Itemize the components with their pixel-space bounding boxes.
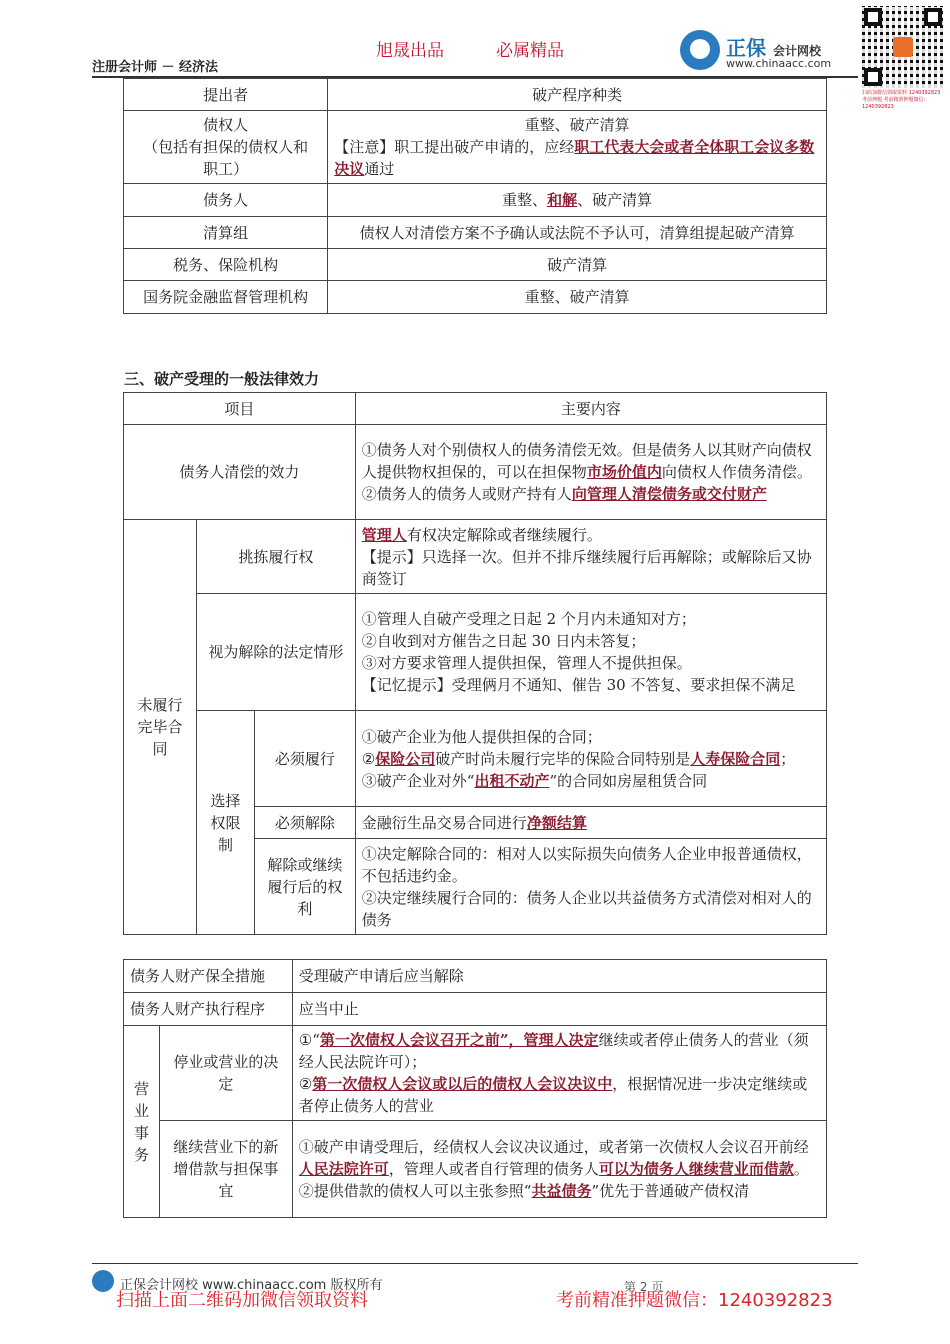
- label-debtor-settlement: 债务人清偿的效力: [124, 425, 356, 520]
- qr-caption: 扫码加微信领取资料 1240392823 考前押题 考前精准押题微信：1240392823: [862, 90, 941, 110]
- slogan-left: 旭晟出品: [376, 41, 444, 61]
- label-execution: 债务人财产执行程序: [124, 993, 293, 1026]
- label-preservation: 债务人财产保全措施: [124, 960, 293, 993]
- label-stop-or-continue: 停业或营业的决定: [159, 1026, 292, 1121]
- value-preservation: 受理破产申请后应当解除: [292, 960, 826, 993]
- label-choice-limits: 选择权限制: [196, 711, 254, 935]
- logo-icon: [680, 30, 720, 70]
- filer-liquidation-group: 清算组: [124, 217, 328, 249]
- procedure-financial-regulator: 重整、破产清算: [328, 281, 827, 314]
- slogan-right: 必属精品: [496, 41, 564, 61]
- header-filer: 提出者: [124, 79, 328, 111]
- section-title: 三、破产受理的一般法律效力: [124, 370, 320, 388]
- value-execution: 应当中止: [292, 993, 826, 1026]
- footer-divider: [92, 1263, 858, 1264]
- procedure-liquidation-group: 债权人对清偿方案不予确认或法院不予认可，清算组提起破产清算: [328, 217, 827, 249]
- label-unfinished-contracts: 未履行完毕合同: [124, 520, 197, 935]
- qr-code-icon: [862, 6, 944, 88]
- label-new-loans: 继续营业下的新增借款与担保事宜: [159, 1121, 292, 1218]
- procedure-tax-insurance: 破产清算: [328, 249, 827, 281]
- label-deemed-cancel: 视为解除的法定情形: [196, 594, 355, 711]
- content-deemed-cancel: ①管理人自破产受理之日起 2 个月内未通知对方； ②自收到对方催告之日起 30 日内未答复； ③对方要求管理人提供担保，管理人不提供担保。 【记忆提示】受理俩月不通知、催告 30 不答复、要求担保不满足: [355, 594, 826, 711]
- debtor-property-table: [123, 959, 827, 1218]
- label-must-perform: 必须履行: [254, 711, 355, 807]
- filer-table: [123, 78, 827, 314]
- content-must-cancel: 金融衍生品交易合同进行净额结算: [355, 807, 826, 839]
- content-stop-or-continue: ①“第一次债权人会议召开之前”，管理人决定继续或者停止债务人的营业（须经人民法院许可）； ②第一次债权人会议或以后的债权人会议决议中，根据情况进一步决定继续或者停止债务人的营业: [292, 1026, 826, 1121]
- logo-url: www.chinaacc.com: [726, 57, 832, 70]
- label-rights-after: 解除或继续履行后的权利: [254, 839, 355, 935]
- filer-debtor: 债务人: [124, 184, 328, 217]
- label-pick-right: 挑拣履行权: [196, 520, 355, 594]
- effects-table: [123, 392, 827, 935]
- content-new-loans: ①破产申请受理后，经债权人会议决议通过，或者第一次债权人会议召开前经人民法院许可，管理人或者自行管理的债务人可以为债务人继续营业而借款。 ②提供借款的债权人可以主张参照“共益债务”优先于普通破产债权清: [292, 1121, 826, 1218]
- label-must-cancel: 必须解除: [254, 807, 355, 839]
- procedure-debtor: 重整、和解、破产清算: [328, 184, 827, 217]
- footer-copyright: 正保会计网校 www.chinaacc.com 版权所有: [120, 1278, 383, 1293]
- content-must-perform: ①破产企业为他人提供担保的合同； ②保险公司破产时尚未履行完毕的保险合同特别是人寿保险合同； ③破产企业对外“出租不动产”的合同如房屋租赁合同: [355, 711, 826, 807]
- course-title: 注册会计师 － 经济法: [92, 60, 219, 75]
- content-rights-after: ①决定解除合同的：相对人以实际损失向债务人企业申报普通债权，不包括违约金。 ②决定继续履行合同的：债务人企业以共益债务方式清偿对相对人的债务: [355, 839, 826, 935]
- filer-tax-insurance: 税务、保险机构: [124, 249, 328, 281]
- header-procedure-type: 破产程序种类: [328, 79, 827, 111]
- header-item: 项目: [124, 393, 356, 425]
- content-debtor-settlement: ①债务人对个别债权人的债务清偿无效。但是债务人以其财产向债权人提供物权担保的，可以在担保物市场价值内向债权人作债务清偿。 ②债务人的债务人或财产持有人向管理人清偿债务或交付财产: [355, 425, 826, 520]
- filer-financial-regulator: 国务院金融监督管理机构: [124, 281, 328, 314]
- header-content: 主要内容: [355, 393, 826, 425]
- label-business-affairs: 营业事务: [124, 1026, 160, 1218]
- promo-right: 考前精准押题微信：1240392823: [556, 1290, 833, 1311]
- promo-left: 扫描上面二维码加微信领取资料: [116, 1290, 368, 1311]
- content-pick-right: 管理人有权决定解除或者继续履行。 【提示】只选择一次。但并不排斥继续履行后再解除；或解除后又协商签订: [355, 520, 826, 594]
- page-number: 第 2 页: [624, 1280, 664, 1294]
- filer-creditor: 债权人 （包括有担保的债权人和 职工）: [124, 111, 328, 184]
- brand-logo: [680, 30, 860, 74]
- footer-logo-icon: [92, 1270, 114, 1292]
- logo-name: 正保 会计网校: [726, 36, 821, 60]
- procedure-creditor: 重整、破产清算 【注意】职工提出破产申请的，应经职工代表大会或者全体职工会议多数决议通过: [328, 111, 827, 184]
